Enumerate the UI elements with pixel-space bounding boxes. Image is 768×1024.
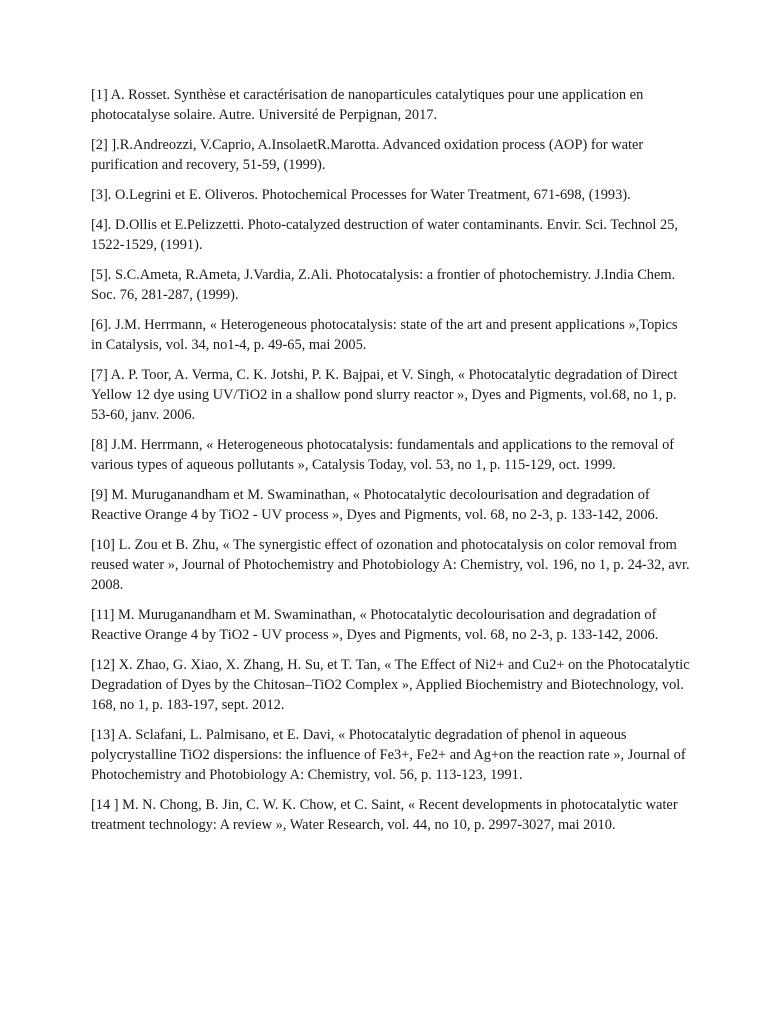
reference-13: [13] A. Sclafani, L. Palmisano, et E. Davi, « Photocatalytic degradation of phenol in aqueous polycrystalline TiO2 dispersions: the influence of Fe3+, Fe2+ and Ag+on the reaction rate », Journal of Photochemistry and Photobiology A: Chemistry, vol. 56, p. 113-123, 1991. [91,727,686,783]
reference-1: [1] A. Rosset. Synthèse et caractérisation de nanoparticules catalytiques pour une application en photocatalyse solaire. Autre. Université de Perpignan, 2017. [91,87,644,123]
reference-12: [12] X. Zhao, G. Xiao, X. Zhang, H. Su, et T. Tan, « The Effect of Ni2+ and Cu2+ on the Photocatalytic Degradation of Dyes by the Chitosan–TiO2 Complex », Applied Biochemistry and Biotechnology, vol. 168, no 1, p. 183-197, sept. 2012. [91,657,690,713]
reference-11: [11] M. Muruganandham et M. Swaminathan, « Photocatalytic decolourisation and degradation of Reactive Orange 4 by TiO2 - UV process », Dyes and Pigments, vol. 68, no 2-3, p. 133-142, 2006. [91,607,659,643]
reference-4: [4]. D.Ollis et E.Pelizzetti. Photo-catalyzed destruction of water contaminants. Envir. Sci. Technol 25, 1522-1529, (1991). [91,217,678,253]
reference-3: [3]. O.Legrini et E. Oliveros. Photochemical Processes for Water Treatment, 671-698, (1993). [91,187,631,203]
reference-list [91,85,691,845]
reference-10: [10] L. Zou et B. Zhu, « The synergistic effect of ozonation and photocatalysis on color removal from reused water », Journal of Photochemistry and Photobiology A: Chemistry, vol. 196, no 1, p. 24-32, avr. 2008. [91,537,690,593]
reference-8: [8] J.M. Herrmann, « Heterogeneous photocatalysis: fundamentals and applications to the removal of various types of aqueous pollutants », Catalysis Today, vol. 53, no 1, p. 115-129, oct. 1999. [91,437,675,473]
reference-2: [2] ].R.Andreozzi, V.Caprio, A.InsolaetR.Marotta. Advanced oxidation process (AOP) for water purification and recovery, 51-59, (1999). [91,137,644,173]
reference-9: [9] M. Muruganandham et M. Swaminathan, « Photocatalytic decolourisation and degradation of Reactive Orange 4 by TiO2 - UV process », Dyes and Pigments, vol. 68, no 2-3, p. 133-142, 2006. [91,487,659,523]
reference-6: [6]. J.M. Herrmann, « Heterogeneous photocatalysis: state of the art and present applications »,Topics in Catalysis, vol. 34, no1-4, p. 49-65, mai 2005. [91,317,678,353]
reference-7: [7] A. P. Toor, A. Verma, C. K. Jotshi, P. K. Bajpai, et V. Singh, « Photocatalytic degradation of Direct Yellow 12 dye using UV/TiO2 in a shallow pond slurry reactor », Dyes and Pigments, vol.68, no 1, p. 53-60, janv. 2006. [91,367,678,423]
reference-5: [5]. S.C.Ameta, R.Ameta, J.Vardia, Z.Ali. Photocatalysis: a frontier of photochemistry. J.India Chem. Soc. 76, 281-287, (1999). [91,267,676,303]
reference-14: [14 ] M. N. Chong, B. Jin, C. W. K. Chow, et C. Saint, « Recent developments in photocatalytic water treatment technology: A review », Water Research, vol. 44, no 10, p. 2997-3027, mai 2010. [91,797,678,833]
